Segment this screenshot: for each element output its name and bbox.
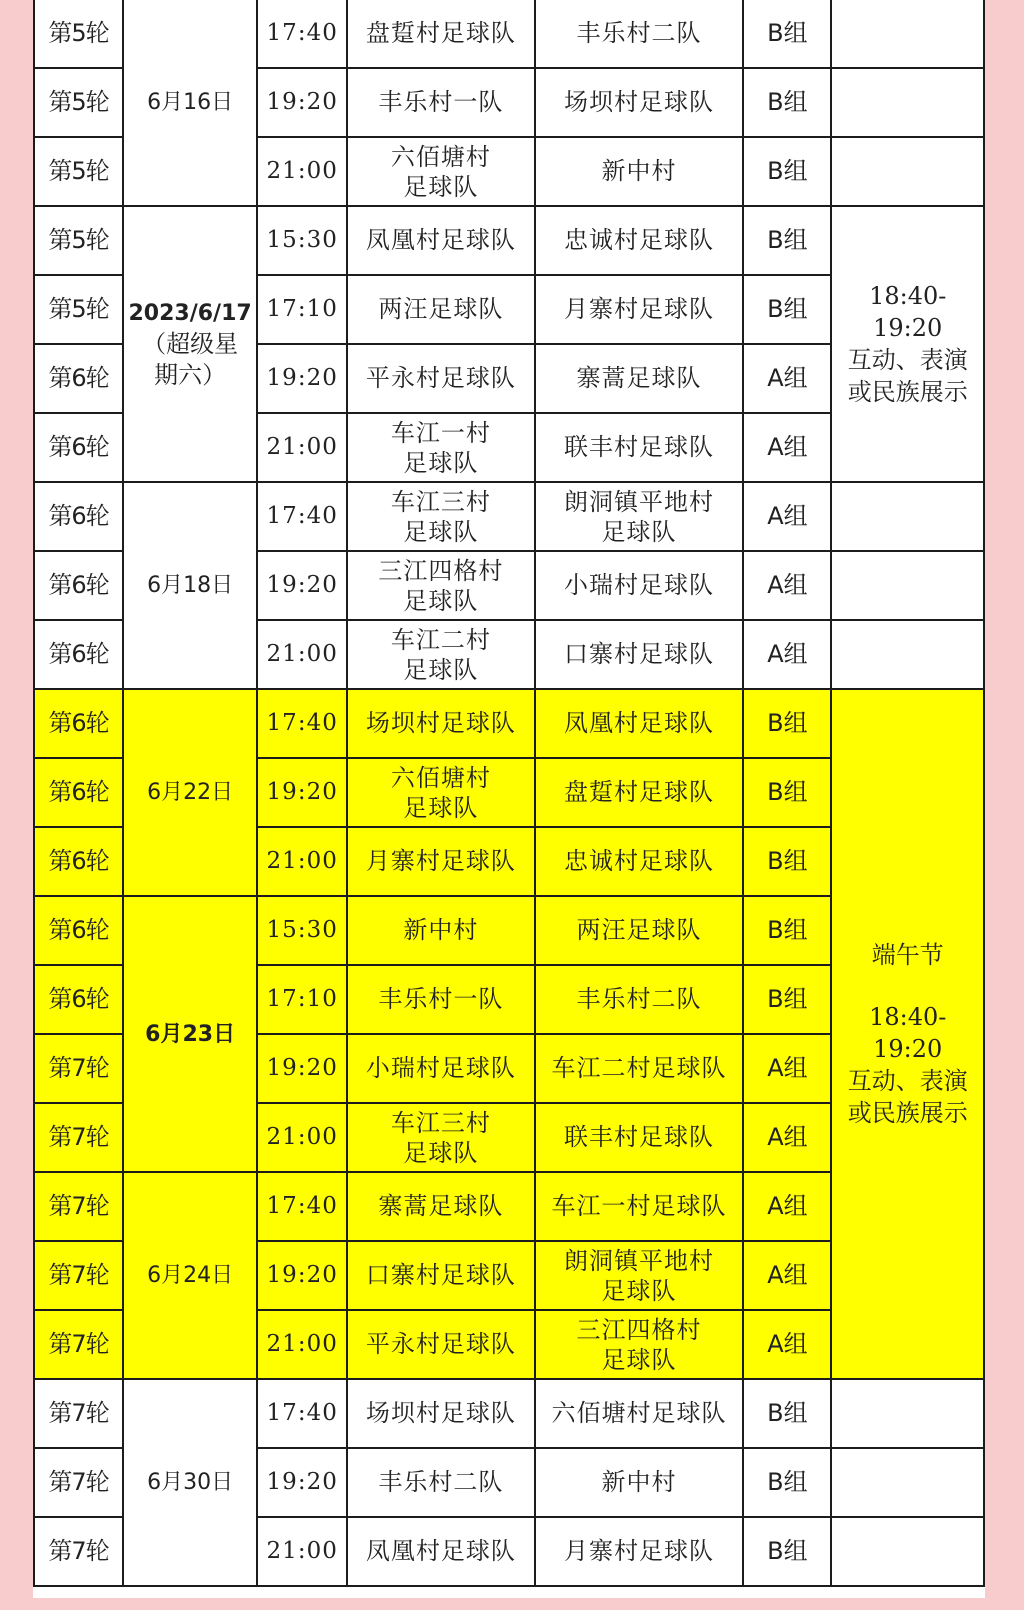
away-team-cell: 车江二村足球队 xyxy=(535,1034,744,1103)
away-team-cell: 月寨村足球队 xyxy=(535,275,744,344)
home-team-cell: 六佰塘村 足球队 xyxy=(347,758,534,827)
time-cell: 17:40 xyxy=(257,0,347,68)
date-weekday-note: （超级星 期六） xyxy=(142,329,239,389)
schedule-sheet xyxy=(33,0,985,1598)
home-team-cell: 新中村 xyxy=(347,896,534,965)
schedule-body xyxy=(34,0,984,1586)
time-cell: 15:30 xyxy=(257,206,347,275)
home-team-cell: 场坝村足球队 xyxy=(347,689,534,758)
round-cell: 第5轮 xyxy=(34,206,123,275)
date-cell: 6月23日 xyxy=(123,896,257,1172)
empty-note-cell xyxy=(831,137,984,206)
round-cell: 第6轮 xyxy=(34,344,123,413)
group-cell: A组 xyxy=(743,551,831,620)
away-team-cell: 月寨村足球队 xyxy=(535,1517,744,1586)
group-cell: B组 xyxy=(743,275,831,344)
home-team-cell: 场坝村足球队 xyxy=(347,1379,534,1448)
home-team-cell: 六佰塘村 足球队 xyxy=(347,137,534,206)
time-cell: 19:20 xyxy=(257,68,347,137)
round-cell: 第5轮 xyxy=(34,275,123,344)
table-row xyxy=(34,482,984,551)
empty-note-cell xyxy=(831,620,984,689)
group-cell: A组 xyxy=(743,344,831,413)
round-cell: 第7轮 xyxy=(34,1517,123,1586)
time-cell: 19:20 xyxy=(257,1034,347,1103)
home-team-cell: 寨蒿足球队 xyxy=(347,1172,534,1241)
round-cell: 第7轮 xyxy=(34,1103,123,1172)
empty-note-cell xyxy=(831,68,984,137)
away-team-cell: 丰乐村二队 xyxy=(535,0,744,68)
away-team-cell: 盘踅村足球队 xyxy=(535,758,744,827)
time-cell: 21:00 xyxy=(257,1103,347,1172)
time-cell: 17:40 xyxy=(257,689,347,758)
date-cell: 6月24日 xyxy=(123,1172,257,1379)
time-cell: 17:10 xyxy=(257,275,347,344)
date-cell: 6月30日 xyxy=(123,1379,257,1586)
group-cell: A组 xyxy=(743,482,831,551)
group-cell: A组 xyxy=(743,413,831,482)
round-cell: 第7轮 xyxy=(34,1241,123,1310)
empty-note-cell xyxy=(831,482,984,551)
time-cell: 21:00 xyxy=(257,1310,347,1379)
away-team-cell: 新中村 xyxy=(535,137,744,206)
date-cell xyxy=(123,206,257,482)
round-cell: 第6轮 xyxy=(34,482,123,551)
group-cell: B组 xyxy=(743,137,831,206)
time-cell: 21:00 xyxy=(257,413,347,482)
group-cell: B组 xyxy=(743,1517,831,1586)
away-team-cell: 忠诚村足球队 xyxy=(535,206,744,275)
away-team-cell: 六佰塘村足球队 xyxy=(535,1379,744,1448)
away-team-cell: 联丰村足球队 xyxy=(535,413,744,482)
home-team-cell: 车江二村 足球队 xyxy=(347,620,534,689)
home-team-cell: 平永村足球队 xyxy=(347,1310,534,1379)
time-cell: 21:00 xyxy=(257,137,347,206)
empty-note-cell xyxy=(831,1517,984,1586)
group-cell: B组 xyxy=(743,1448,831,1517)
time-cell: 19:20 xyxy=(257,551,347,620)
group-cell: B组 xyxy=(743,758,831,827)
away-team-cell: 丰乐村二队 xyxy=(535,965,744,1034)
time-cell: 19:20 xyxy=(257,344,347,413)
time-cell: 21:00 xyxy=(257,827,347,896)
away-team-cell: 两汪足球队 xyxy=(535,896,744,965)
home-team-cell: 丰乐村二队 xyxy=(347,1448,534,1517)
group-cell: A组 xyxy=(743,1103,831,1172)
away-team-cell: 口寨村足球队 xyxy=(535,620,744,689)
round-cell: 第6轮 xyxy=(34,413,123,482)
away-team-cell: 新中村 xyxy=(535,1448,744,1517)
time-cell: 19:20 xyxy=(257,758,347,827)
table-row xyxy=(34,0,984,68)
round-cell: 第7轮 xyxy=(34,1310,123,1379)
empty-note-cell xyxy=(831,551,984,620)
empty-note-cell xyxy=(831,1448,984,1517)
home-team-cell: 月寨村足球队 xyxy=(347,827,534,896)
round-cell: 第6轮 xyxy=(34,827,123,896)
round-cell: 第6轮 xyxy=(34,551,123,620)
group-cell: A组 xyxy=(743,1034,831,1103)
round-cell: 第5轮 xyxy=(34,68,123,137)
time-cell: 17:40 xyxy=(257,1172,347,1241)
round-cell: 第6轮 xyxy=(34,620,123,689)
round-cell: 第5轮 xyxy=(34,0,123,68)
away-team-cell: 凤凰村足球队 xyxy=(535,689,744,758)
home-team-cell: 凤凰村足球队 xyxy=(347,206,534,275)
round-cell: 第7轮 xyxy=(34,1448,123,1517)
group-cell: A组 xyxy=(743,1172,831,1241)
home-team-cell: 车江三村 足球队 xyxy=(347,482,534,551)
group-cell: B组 xyxy=(743,68,831,137)
activity-note-cell: 18:40- 19:20 互动、表演 或民族展示 xyxy=(831,206,984,482)
date-cell: 6月16日 xyxy=(123,0,257,206)
time-cell: 17:40 xyxy=(257,1379,347,1448)
round-cell: 第6轮 xyxy=(34,896,123,965)
away-team-cell: 朗洞镇平地村 足球队 xyxy=(535,1241,744,1310)
away-team-cell: 场坝村足球队 xyxy=(535,68,744,137)
group-cell: B组 xyxy=(743,689,831,758)
empty-note-cell xyxy=(831,1379,984,1448)
round-cell: 第5轮 xyxy=(34,137,123,206)
away-team-cell: 车江一村足球队 xyxy=(535,1172,744,1241)
group-cell: B组 xyxy=(743,965,831,1034)
group-cell: B组 xyxy=(743,896,831,965)
table-row xyxy=(34,1379,984,1448)
table-row xyxy=(34,206,984,275)
group-cell: B组 xyxy=(743,0,831,68)
time-cell: 19:20 xyxy=(257,1241,347,1310)
round-cell: 第6轮 xyxy=(34,689,123,758)
away-team-cell: 忠诚村足球队 xyxy=(535,827,744,896)
away-team-cell: 寨蒿足球队 xyxy=(535,344,744,413)
table-row xyxy=(34,689,984,758)
date-cell: 6月18日 xyxy=(123,482,257,689)
away-team-cell: 三江四格村 足球队 xyxy=(535,1310,744,1379)
home-team-cell: 车江一村 足球队 xyxy=(347,413,534,482)
time-cell: 19:20 xyxy=(257,1448,347,1517)
round-cell: 第6轮 xyxy=(34,965,123,1034)
activity-note-cell xyxy=(831,689,984,1379)
round-cell: 第7轮 xyxy=(34,1034,123,1103)
away-team-cell: 联丰村足球队 xyxy=(535,1103,744,1172)
home-team-cell: 小瑞村足球队 xyxy=(347,1034,534,1103)
home-team-cell: 平永村足球队 xyxy=(347,344,534,413)
away-team-cell: 小瑞村足球队 xyxy=(535,551,744,620)
home-team-cell: 口寨村足球队 xyxy=(347,1241,534,1310)
activity-note-text: 18:40- 19:20 互动、表演 或民族展示 xyxy=(847,1003,968,1127)
holiday-title: 端午节 xyxy=(871,941,944,969)
home-team-cell: 丰乐村一队 xyxy=(347,68,534,137)
round-cell: 第7轮 xyxy=(34,1379,123,1448)
group-cell: B组 xyxy=(743,827,831,896)
time-cell: 15:30 xyxy=(257,896,347,965)
round-cell: 第7轮 xyxy=(34,1172,123,1241)
group-cell: B组 xyxy=(743,206,831,275)
home-team-cell: 凤凰村足球队 xyxy=(347,1517,534,1586)
away-team-cell: 朗洞镇平地村 足球队 xyxy=(535,482,744,551)
time-cell: 17:10 xyxy=(257,965,347,1034)
time-cell: 21:00 xyxy=(257,620,347,689)
home-team-cell: 三江四格村 足球队 xyxy=(347,551,534,620)
round-cell: 第6轮 xyxy=(34,758,123,827)
group-cell: A组 xyxy=(743,620,831,689)
home-team-cell: 两汪足球队 xyxy=(347,275,534,344)
home-team-cell: 盘踅村足球队 xyxy=(347,0,534,68)
time-cell: 21:00 xyxy=(257,1517,347,1586)
group-cell: B组 xyxy=(743,1379,831,1448)
home-team-cell: 丰乐村一队 xyxy=(347,965,534,1034)
group-cell: A组 xyxy=(743,1241,831,1310)
empty-note-cell xyxy=(831,0,984,68)
match-schedule-table xyxy=(33,0,985,1587)
date-text: 2023/6/17 xyxy=(128,300,252,326)
group-cell: A组 xyxy=(743,1310,831,1379)
time-cell: 17:40 xyxy=(257,482,347,551)
home-team-cell: 车江三村 足球队 xyxy=(347,1103,534,1172)
date-cell: 6月22日 xyxy=(123,689,257,896)
